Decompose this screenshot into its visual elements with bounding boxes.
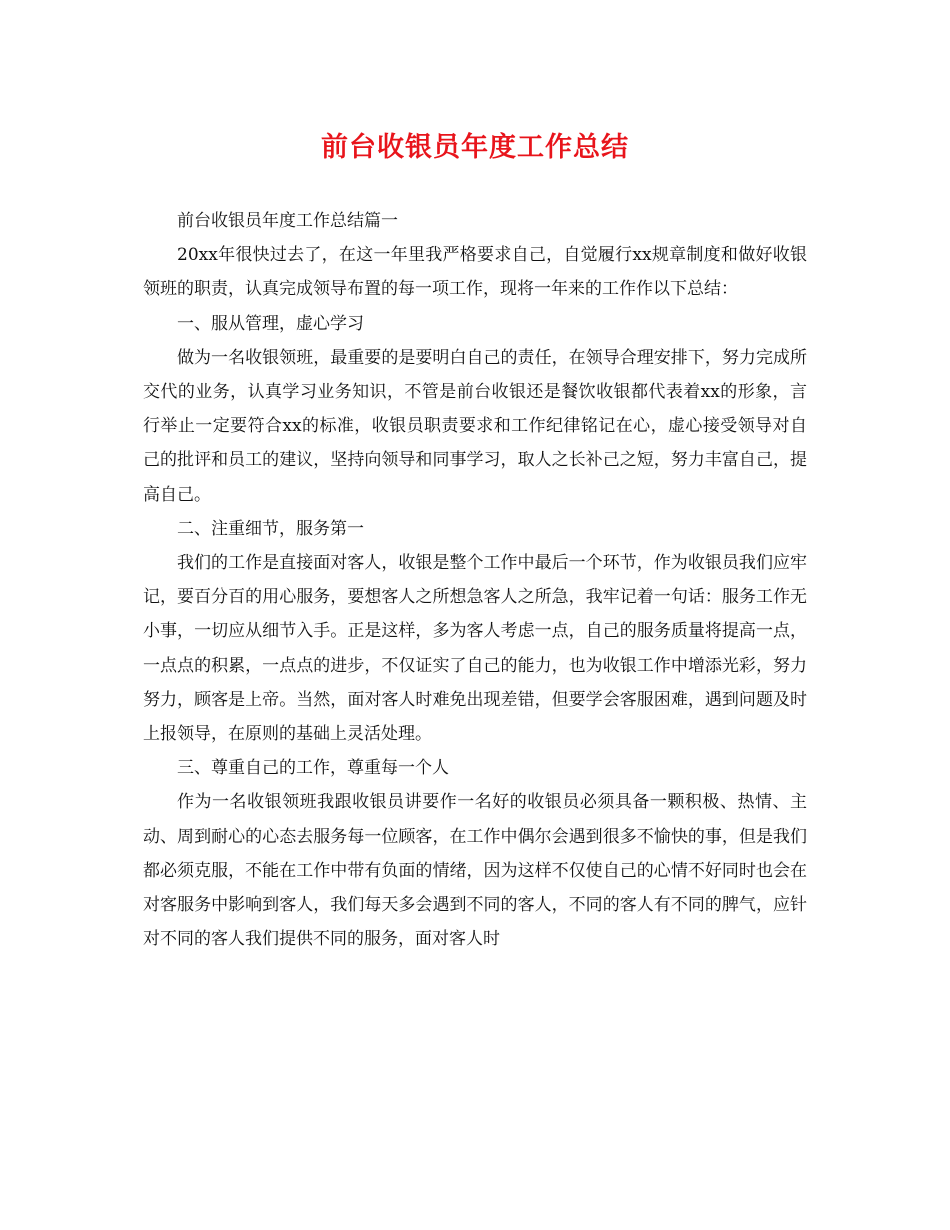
paragraph-section-3: 作为一名收银领班我跟收银员讲要作一名好的收银员必须具备一颗积极、热情、主动、周到耐心的心态去服务每一位顾客，在工作中偶尔会遇到很多不愉快的事，但是我们都必须克服，不能在工作中带有负面的情绪，因为这样不仅使自己的心情不好同时也会在对客服务中影响到客人，我们每天多会遇到不同的客人，不同的客人有不同的脾气，应针对不同的客人我们提供不同的服务，面对客人时	[143, 792, 807, 950]
section-heading-1: 一、服从管理，虚心学习	[177, 313, 364, 334]
paragraph-intro: 20xx年很快过去了，在这一年里我严格要求自己，自觉履行xx规章制度和做好收银领班的职责，认真完成领导布置的每一项工作，现将一年来的工作作以下总结：	[143, 245, 807, 300]
section-heading-2: 二、注重细节，服务第一	[177, 518, 364, 539]
document-title: 前台收银员年度工作总结	[321, 132, 629, 163]
section-heading-3: 三、尊重自己的工作，尊重每一个人	[177, 758, 449, 779]
paragraph-section-2: 我们的工作是直接面对客人，收银是整个工作中最后一个环节，作为收银员我们应牢记，要百分百的用心服务，要想客人之所想急客人之所急，我牢记着一句话：服务工作无小事，一切应从细节入手。正是这样，多为客人考虑一点，自己的服务质量将提高一点，一点点的积累，一点点的进步，不仅证实了自己的能力，也为收银工作中增添光彩，努力努力，顾客是上帝。当然，面对客人时难免出现差错，但要学会客服困难，遇到问题及时上报领导，在原则的基础上灵活处理。	[143, 553, 807, 745]
paragraph-subtitle: 前台收银员年度工作总结篇一	[177, 211, 398, 231]
paragraph-section-1: 做为一名收银领班，最重要的是要明白自己的责任，在领导合理安排下，努力完成所交代的业务，认真学习业务知识，不管是前台收银还是餐饮收银都代表着xx的形象，言行举止一定要符合xx的标准，收银员职责要求和工作纪律铭记在心，虚心接受领导对自己的批评和员工的建议，坚持向领导和同事学习，取人之长补己之短，努力丰富自己，提高自己。	[143, 347, 807, 505]
document-body	[143, 204, 807, 956]
